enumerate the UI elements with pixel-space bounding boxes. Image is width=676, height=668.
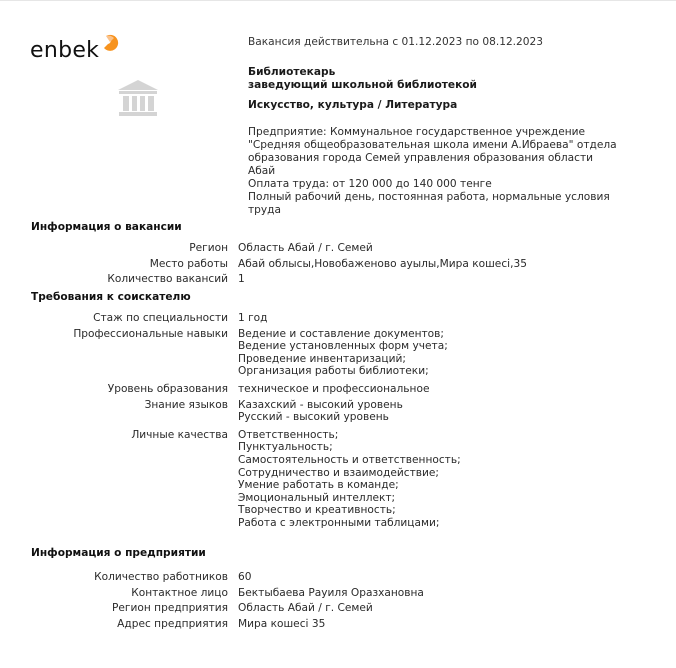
row-value: 60 [238,571,252,583]
req-row-experience [0,312,676,325]
conditions-line: труда [248,204,281,217]
company-row-region [0,602,676,615]
vacancy-info-table [0,242,676,286]
row-value: Бектыбаева Рауиля Оразхановна [238,586,424,599]
company-row-employees [0,571,676,584]
company-row-contact [0,587,676,600]
company-line: "Средняя общеобразовательная школа имени А.Ибраева" отдела [248,139,617,152]
company-line: Предприятие: Коммунальное государственное учреждение [248,126,586,139]
row-label: Контактное лицо [131,586,228,599]
company-summary [248,126,628,217]
conditions-line: Полный рабочий день, постоянная работа, нормальные условия [248,191,610,204]
job-title [248,66,648,92]
list-item: Сотрудничество и взаимодействие; [238,466,439,479]
requirements-table [0,312,676,530]
row-label: Адрес предприятия [117,617,228,630]
row-label: Количество работников [94,571,228,583]
req-row-skills [0,328,676,378]
logo-text: enbek [30,38,100,63]
list-item: Творчество и креативность; [238,504,396,517]
company-row-address [0,618,676,631]
info-row-vacancy-count [0,273,676,286]
list-item: Работа с электронными таблицами; [238,516,440,529]
row-label: Уровень образования [107,382,228,395]
row-label: Профессиональные навыки [73,327,228,340]
company-info-table [0,571,676,630]
row-label: Место работы [149,257,228,270]
skills-list [238,328,448,378]
company-line: Абай [248,165,276,178]
list-item: Умение работать в команде; [238,479,399,492]
list-item: Организация работы библиотеки; [238,365,429,378]
list-item: Эмоциональный интеллект; [238,491,396,504]
row-value: Область Абай / г. Семей [238,242,373,254]
row-label: Знание языков [144,398,228,411]
top-border [0,0,676,1]
section-title-vacancy-info: Информация о вакансии [31,221,182,233]
row-label: Регион предприятия [112,602,228,615]
row-label: Стаж по специальности [93,312,228,324]
row-value: техническое и профессиональное [238,382,430,395]
row-value: Абай облысы,Новобаженово ауылы,Мира кошесі,35 [238,257,527,270]
list-item: Ведение и составление документов; [238,327,444,340]
company-line: образования города Семей управления образования области [248,152,594,165]
info-row-region [0,242,676,255]
section-title-company-info: Информация о предприятии [31,547,206,559]
list-item: Русский - высокий уровень [238,411,389,424]
list-item: Проведение инвентаризаций; [238,352,406,365]
logo-swoosh-icon [102,34,120,52]
list-item: Ответственность; [238,428,339,441]
job-title-sub: заведующий школьной библиотекой [248,78,477,91]
info-row-workplace [0,258,676,271]
row-value: Мира кошесі 35 [238,617,326,630]
row-label: Личные качества [131,428,228,441]
list-item: Казахский - высокий уровень [238,398,403,411]
section-title-requirements: Требования к соискателю [31,291,191,303]
personal-qualities-list [238,429,461,530]
vacancy-header [248,36,648,217]
job-title-main: Библиотекарь [248,65,336,78]
languages-list [238,399,403,424]
job-category: Искусство, культура / Литература [248,98,458,111]
row-value: 1 [238,273,245,286]
enbek-logo [30,34,120,64]
validity-period: Вакансия действительна с 01.12.2023 по 08.12.2023 [248,36,544,48]
row-label: Регион [189,242,228,254]
req-row-languages [0,399,676,424]
list-item: Пунктуальность; [238,441,333,454]
req-row-education [0,383,676,396]
row-label: Количество вакансий [107,273,228,286]
req-row-personal-qualities [0,429,676,530]
institution-building-icon [116,78,160,120]
row-value: Область Абай / г. Семей [238,602,373,615]
salary: Оплата труда: от 120 000 до 140 000 тенге [248,178,492,191]
row-value: 1 год [238,312,268,324]
list-item: Ведение установленных форм учета; [238,340,448,353]
list-item: Самостоятельность и ответственность; [238,453,461,466]
